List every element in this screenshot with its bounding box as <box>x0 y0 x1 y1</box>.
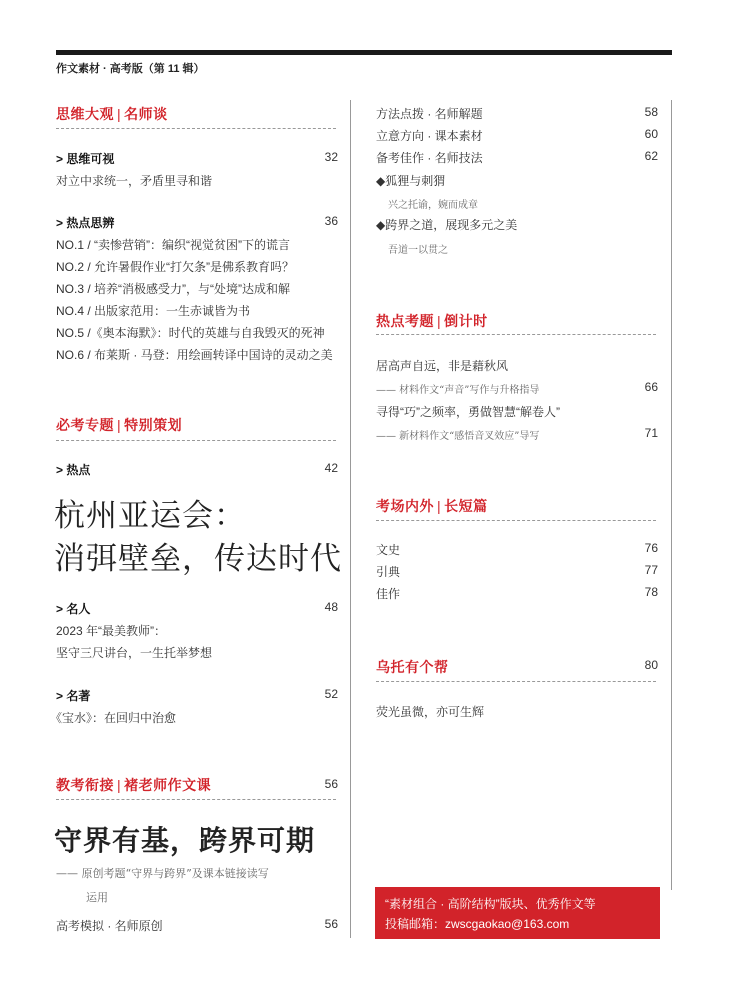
page-number: 76 <box>644 541 658 555</box>
toc-entry[interactable]: 对立中求统一，矛盾里寻和谐 <box>56 174 213 188</box>
toc-entry[interactable]: 引典 <box>376 565 401 579</box>
toc-note: —— 新材料作文“感悟音叉效应”导写 <box>376 431 540 442</box>
page-number: 77 <box>644 563 658 577</box>
feature-title[interactable]: 守界有基，跨界可期 <box>54 824 316 857</box>
section-heading-essays: 考场内外 | 长短篇 <box>376 498 488 514</box>
subsection-label: > 名著 <box>56 689 91 703</box>
feature-title-line2[interactable]: 消弭壁垒，传达时代 <box>54 541 342 576</box>
page-number: 36 <box>324 214 338 228</box>
toc-entry[interactable]: NO.2 / 允许暑假作业“打欠条”是佛系教育吗？ <box>56 260 295 274</box>
feature-title-line1[interactable]: 杭州亚运会： <box>54 498 246 533</box>
submission-email[interactable]: 投稿邮箱：zwscgaokao@163.com <box>385 917 570 931</box>
section-divider <box>56 440 336 441</box>
toc-entry[interactable]: 2023 年“最美教师”： <box>56 624 167 638</box>
subsection-label: > 热点思辨 <box>56 216 115 230</box>
toc-entry[interactable]: 寻得“巧”之频率，勇做智慧“解卷人” <box>376 405 560 419</box>
right-edge-rule <box>671 100 672 890</box>
section-divider <box>56 128 336 129</box>
toc-entry[interactable]: NO.5 /《奥本海默》：时代的英雄与自我毁灭的死神 <box>56 326 325 340</box>
section-heading-hot-topics: 热点考题 | 倒计时 <box>376 313 488 329</box>
toc-entry[interactable]: 立意方向 · 课本素材 <box>376 129 483 143</box>
column-divider <box>350 100 351 938</box>
toc-entry[interactable]: 荧光虽微，亦可生辉 <box>376 705 485 719</box>
submission-text: “素材组合 · 高阶结构”版块、优秀作文等 <box>385 897 596 911</box>
essay-note: 兴之托谕，婉而成章 <box>388 200 478 211</box>
page-number: 48 <box>324 600 338 614</box>
page-number: 42 <box>324 461 338 475</box>
section-divider <box>376 334 656 335</box>
toc-note: —— 材料作文“声音”写作与升格指导 <box>376 385 540 396</box>
page-number: 66 <box>644 380 658 394</box>
section-heading-thinking: 思维大观 | 名师谈 <box>56 106 168 122</box>
toc-entry[interactable]: NO.4 / 出版家范用：一生赤诚皆为书 <box>56 304 251 318</box>
section-divider <box>376 681 656 682</box>
toc-entry[interactable]: 备考佳作 · 名师技法 <box>376 151 483 165</box>
page-number: 56 <box>324 917 338 931</box>
toc-entry[interactable]: 居高声自远，非是藉秋风 <box>376 359 509 373</box>
page-number: 56 <box>324 777 338 791</box>
feature-subtitle-cont: 运用 <box>86 891 108 904</box>
page-number: 78 <box>644 585 658 599</box>
toc-entry[interactable]: 《宝水》：在回归中治愈 <box>50 711 177 725</box>
section-divider <box>56 799 336 800</box>
page-number: 60 <box>644 127 658 141</box>
page-number: 52 <box>324 687 338 701</box>
essay-note: 吾道一以贯之 <box>388 245 448 256</box>
toc-entry[interactable]: 佳作 <box>376 587 401 601</box>
toc-entry[interactable]: NO.1 / “卖惨营销”：编织“视觉贫困”下的谎言 <box>56 238 290 252</box>
section-heading-composition: 教考衔接 | 褚老师作文课 <box>56 777 212 793</box>
toc-entry[interactable]: NO.6 / 布莱斯 · 马登：用绘画转译中国诗的灵动之美 <box>56 348 333 362</box>
publication-info: 作文素材 · 高考版（第 11 辑） <box>56 63 205 75</box>
page-number: 32 <box>324 150 338 164</box>
section-divider <box>376 520 656 521</box>
subsection-label: > 思维可视 <box>56 152 115 166</box>
toc-entry[interactable]: 方法点拨 · 名师解题 <box>376 107 483 121</box>
submission-box <box>375 887 660 939</box>
toc-entry[interactable]: 文史 <box>376 543 401 557</box>
page-number: 80 <box>644 658 658 672</box>
toc-entry[interactable]: NO.3 / 培养“消极感受力”，与“处境”达成和解 <box>56 282 290 296</box>
essay-title[interactable]: ◆跨界之道，展现多元之美 <box>376 218 518 232</box>
page-number: 58 <box>644 105 658 119</box>
subsection-label: > 热点 <box>56 463 91 477</box>
essay-title[interactable]: ◆狐狸与刺猬 <box>376 174 446 188</box>
feature-subtitle: —— 原创考题“守界与跨界”及课本链接读写 <box>56 867 269 880</box>
top-rule <box>56 50 672 55</box>
toc-entry[interactable]: 高考模拟 · 名师原创 <box>56 919 163 933</box>
subsection-label: > 名人 <box>56 602 91 616</box>
section-heading-utopia: 乌托有个帮 <box>376 659 449 675</box>
page-number: 71 <box>644 426 658 440</box>
page-number: 62 <box>644 149 658 163</box>
toc-entry[interactable]: 坚守三尺讲台，一生托举梦想 <box>56 646 213 660</box>
section-heading-special: 必考专题 | 特别策划 <box>56 417 183 433</box>
